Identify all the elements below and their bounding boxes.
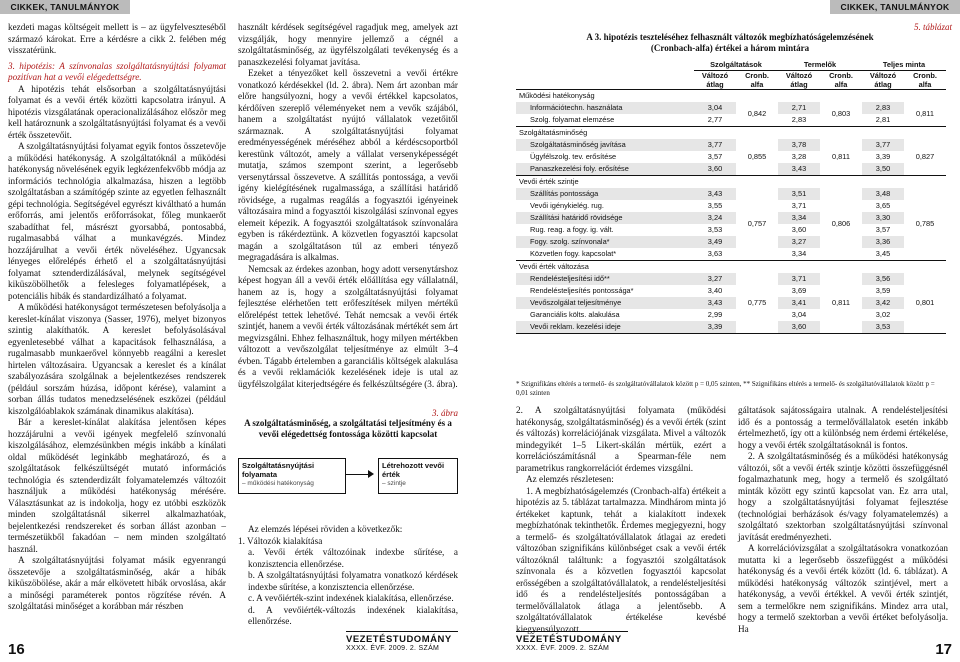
table-row <box>516 224 946 236</box>
table-group-row <box>516 261 946 274</box>
figure-label: 3. ábra <box>431 408 458 418</box>
value-box-title: Létrehozott vevői érték <box>382 461 445 479</box>
process-box-title: Szolgáltatásnyújtási folyamata <box>242 461 315 479</box>
col-header: Cronb. alfa <box>829 71 853 89</box>
mean-cell: 2,83 <box>791 115 807 124</box>
mean-cell: 3,48 <box>862 188 904 200</box>
table-rule <box>516 334 946 336</box>
right-column-1 <box>516 405 726 634</box>
paragraph: A szolgáltatásnyújtási folyamat másik egyenrangú összetevője a szolgáltatásminőség, akár a hibák kiküszöbölése, akár a már elkövetett hibák orvoslása, akár a minőségi paraméterek pontos rögzítése révén. A szolgáltatási minőséget a korábban már részben <box>8 555 226 611</box>
mean-cell: 3,71 <box>778 273 820 285</box>
mean-cell: 3,59 <box>875 286 891 295</box>
mean-cell: 3,43 <box>694 188 736 200</box>
hypothesis-3: 3. hipotézis: A színvonalas szolgáltatásnyújtási folyamat pozitívan hat a vevői elégedettségre. <box>8 60 226 82</box>
row-label: Szolg. folyamat elemzése <box>530 115 615 124</box>
mean-cell: 2,71 <box>778 102 820 114</box>
value-box <box>378 458 458 494</box>
col-header: Változó átlag <box>785 71 813 89</box>
col-group-header: Teljes minta <box>862 58 946 71</box>
paragraph: gáltatások sajátosságaira utalnak. A rendelésteljesítési idő és a pontosság a termelővállalatok esetén inkább értelmezhető, így ott a különbség nem érdemi értékelése, hogy a vevői érték szolgáltatásoknál is fontos. <box>738 405 948 450</box>
alpha-cell: 0,827 <box>904 139 946 176</box>
alpha-cell: 0,842 <box>736 102 778 127</box>
paragraph: 2. A szolgáltatásminőség és a működési hatékonyság változói, sőt a vevői érték szintje közötti összefüggésnél fogalmazhatunk meg, hogy a termelő és szolgáltató minták között egy szintű kapcsolat van. Ez arra utal, hogy a szolgáltatásnyújtási folyamat fejlesztése (technológiai berházások és/vagy folyamatelemzés) a szolgáltató szektorban szolgáltatásnyújtási színvonal javítását eredményezheti. <box>738 451 948 542</box>
mean-cell: 3,56 <box>862 273 904 285</box>
col-group-header: Termelők <box>778 58 862 71</box>
process-box-sub: – működési hatékonyság <box>242 480 314 487</box>
arrow-head-icon <box>368 470 374 478</box>
table-row <box>516 139 946 151</box>
section-header: CIKKEK, TANULMÁNYOK <box>830 0 960 14</box>
alpha-cell: 0,803 <box>820 102 862 127</box>
mean-cell: 3,57 <box>875 225 891 234</box>
figure-title: A szolgáltatásminőség, a szolgáltatási teljesítmény és a vevői elégedettség fontossága közötti kapcsolat <box>244 418 452 439</box>
row-label: Vevői igénykielég. rug. <box>530 201 604 210</box>
mean-cell: 3,77 <box>694 139 736 151</box>
journal-footer <box>346 631 458 652</box>
mean-cell: 3,04 <box>791 310 807 319</box>
col-header: Változó átlag <box>701 71 729 89</box>
table-row <box>516 188 946 200</box>
paragraph: Az elemzés részletesen: <box>526 474 614 484</box>
mean-cell: 3,40 <box>707 286 723 295</box>
group-label: Vevői érték változása <box>516 261 946 274</box>
row-label: Garanciális költs. alakulása <box>530 310 620 319</box>
mean-cell: 3,53 <box>862 321 904 334</box>
row-label: Fogy. szolg. színvonala* <box>516 236 694 248</box>
mean-cell: 3,27 <box>694 273 736 285</box>
table-row <box>516 151 946 163</box>
row-label: Panaszkezelési foly. erősítése <box>516 163 694 176</box>
alpha-cell: 0,806 <box>820 188 862 261</box>
paragraph: A hipotézis tehát elsősorban a szolgáltatásnyújtási folyamat és a vevői érték közötti kapcsolatra irányul. A hipotézis vizsgálatának operacionalizálásához először meg kell határoznunk a szolgáltatásnyújtási folyamat és a vevői érték összetevőit. <box>8 83 226 140</box>
mean-cell: 3,57 <box>707 152 723 161</box>
table-group-row <box>516 90 946 103</box>
table-row <box>516 163 946 176</box>
paragraph: A működési hatékonyságot természetesen befolyásolja a kereslet-kínálat viszonya (Sasser, 1976), melyet bizonyos szintig alakíthatók. A kereslet befolyásolásával egyenletesebbé válhat a kapacitások felhasználása, a rugalmasabb munkaerővel könnyebb reagálni a kereslet hirtelen változásaira. Ugyancsak a kereslet és a kínálat szabályozására szolgálnak a bejelentkezéses rendszerek (például sorszám húzása, időpont kérése), valamint a sorban állás tudatos menedzselésének eszközei (például kiszolgálóablakok számának dinamikus alakítása). <box>8 302 226 416</box>
alpha-cell: 0,811 <box>820 273 862 334</box>
mean-cell: 3,34 <box>778 212 820 224</box>
mean-cell: 3,53 <box>707 225 723 234</box>
page-number: 17 <box>935 641 952 658</box>
mean-cell: 3,43 <box>694 297 736 309</box>
journal-title: VEZETÉSTUDOMÁNY <box>516 631 628 645</box>
paragraph: A szolgáltatásnyújtási folyamat egyik fontos összetevője a működési hatékonyság. A szolgáltatóknál a működési hatékonyság növelésének egyik legkézenfekvőbb módja az információs technológia alkalmazása, hiszen a legtöbb szolgáltatásban a számítógép szinte az egyetlen felhasznált gépi technológia. Segítségével egyrészt kiváltható a humán erőforrás, ami jelentős erőforrásokat, főleg munkaerőt szabadíthat fel, másrészt gyorsabbá, pontosabbá, rugalmasabbá válhat a munkavégzés. Mindez hozzájárulhat a vevői érték növeléséhez. Ugyancsak lényeges előrelépés érhető el a szolgáltatásnyújtási folyamat sztenderdizálásával, melynek segítségével kiküszöbölhetők a felesleges folyamatlépések, a potenciális hibák és standardizálható a folyamat. <box>8 141 226 301</box>
table-row <box>516 273 946 285</box>
col-header: Változó átlag <box>869 71 897 89</box>
paragraph: Nemcsak az érdekes azonban, hogy adott versenytárshoz képest hogyan áll a vevői érték előállítása egy vállalatnál, hanem az is, hogy a szolgáltatásnyújtási folyamat fejlesztése elérhetően tett erőfeszítések milyen mértékű előrelépést tettek lehetővé. Tehát nemcsak a vevői érték szintjét, hanem a vevői érték változásának mértékét sem árt megvizsgálni. Ehhez felhasználtuk, hogy milyen mértékben változott a vevőszolgálat teljesítménye az elmúlt 3–4 évben. Tágabb értelemben a garanciális költségek alakulása és a vevői reklamációk kezelésének ideje is utal az ügyfélszolgálat kiterjedtségére és felkészültségére (3. ábra). <box>238 263 458 389</box>
table-corner <box>516 58 694 71</box>
row-label: Vevőszolgálat teljesítménye <box>516 297 694 309</box>
mean-cell: 3,60 <box>778 321 820 334</box>
paragraph: Bár a kereslet-kínálat alakítása jelentősen képes hozzájárulni a vevői igények megfelelő színvonalú kiszolgálásához, elemzésünkben mégis inkább a kínálati oldal működését leginkább meghatározó, és a szolgáltatások felkészültségét mutató információs technológia és sztenderdizált folyamatelemzés változóit használjuk a működési hatékonyság mérésére. Választásunkat az is indokolja, hogy ez utóbbi eszközök minden szolgáltatásnál sikerrel alkalmazhatóak, bejelentkezési rendszereket és sorban állást azonban – természetükből fakadóan – nem minden szolgáltató használ. <box>8 417 226 554</box>
mean-cell: 2,99 <box>707 310 723 319</box>
left-column-2 <box>238 22 458 402</box>
alpha-cell: 0,785 <box>904 188 946 261</box>
row-label: Ügyfélszolg. tev. erősítése <box>530 152 617 161</box>
table-row <box>516 114 946 127</box>
alpha-cell: 0,801 <box>904 273 946 334</box>
paragraph: Ezeket a tényezőket kell összevetni a vevői értékre vonatkozó kérdésekkel (ld. 2. ábra). Nem árt azonban már előre hangsúlyozni, hogy a vevői értékkel kapcsolatos, kérdőíven szereplő véleményeket nem a vevők szájából, hanem a szolgáltatást nyújtó vállalatok vezetőitől származnak. A szolgáltatásnyújtási folyamat eredményességének méréséhez abból a kérdéscsoportból kerestünk változót, amely a vállalat versenyképességét mutatja, számos szempont szerint, a legerősebb versenytárssal összevetve. A szállítás pontossága, a vevői igény kielégítésének rugalmassága, a szállítási határidő rövidsége, a rugalmas reagálás a fogyasztói igényeinek változásaira mind a fogyasztói kiszolgálási színvonal egyes elemeit képezik. A fogyasztói szolgáltatások színvonalára egyben is rákérdeztünk. A közvetlen fogyasztói kapcsolat magán a szolgáltatáson túl az emberi tényező megragadására is alkalmas. <box>238 68 458 262</box>
paragraph: használt kérdések segítségével ragadjuk meg, amelyek azt vizsgálják, hogy mennyire jellemző a cégnél a szolgáltatásminőség, az ügyfélszolgálati tevékenység és a panaszkezelési folyamat javítása. <box>238 22 458 67</box>
mean-cell: 3,42 <box>862 297 904 309</box>
alpha-cell: 0,811 <box>820 139 862 176</box>
table-row <box>516 285 946 297</box>
paragraph: 1. A megbízhatóságelemzés (Cronbach-alfa) értékeit a hipotézis az 5. táblázat tartalmazza. Mindhárom minta jó értékeket kaptunk, tehát a kialakított indexek megbízhatónak tekinthetők. Érdemes megjegyezni, hogy a termelő- és szolgáltatóvállalatok átlagai az eredeti változóban szignifikáns különbséget csak a vevői érték változóknál találtunk: a fogyasztói szolgáltatások színvonala és a közvetlen fogyasztói kapcsolat erősségében a szolgáltatóvállalatok, a rendelésteljesítési idő és a rendelésteljesítés pontosságában a termelővállalatok átlaga a jelentősebb. A szolgáltatóvállalatok értékelése kevésbé kiegyensúlyozott. <box>516 485 726 634</box>
mean-cell: 3,60 <box>694 163 736 176</box>
section-header: CIKKEK, TANULMÁNYOK <box>0 0 130 14</box>
mean-cell: 3,71 <box>791 201 807 210</box>
list-item: a. Vevői érték változóinak indexbe sűrítése, a konzisztencia ellenőrzése. <box>248 547 458 569</box>
table-note: * Szignifikáns eltérés a termelő- és szolgáltatóvállalatok között p = 0,05 szinten, ** Szignifikáns eltérés a termelő- és szolgáltatóvállalatok között p = 0,01 szinten <box>516 380 935 397</box>
mean-cell: 3,55 <box>707 201 723 210</box>
journal-issue: XXXX. ÉVF. 2009. 2. SZÁM <box>516 645 610 652</box>
list-item: 1. Változók kialakítása <box>238 535 323 546</box>
col-group-header: Szolgáltatások <box>694 58 778 71</box>
row-label: Rendelésteljesítési idő** <box>516 273 694 285</box>
table-row <box>516 309 946 321</box>
mean-cell: 3,24 <box>694 212 736 224</box>
row-label: Szállítás pontossága <box>516 188 694 200</box>
row-label: Vevői reklam. kezelési ideje <box>516 321 694 334</box>
table-row <box>516 236 946 248</box>
table-group-row <box>516 127 946 140</box>
paragraph: A korrelációvizsgálat a szolgáltatásokra vonatkozóan mutatta ki a legerősebb összefüggést a működési hatékonyság és a vevői érték között (ld. 6. táblázat). A működési hatékonyság változók szintjével, mert a hatékonyság, a vevői értékkel. A vevői érték szintjét, sem a termelőkre nem szignifikáns. Mindez arra utal, hogy a termelő szektorban a vevői értéket befolyásolja. Ha <box>738 543 948 634</box>
page-number: 16 <box>8 641 25 658</box>
value-box-sub: – szintje <box>382 480 406 487</box>
col-header: Cronb. alfa <box>745 71 769 89</box>
figure-3 <box>238 408 458 516</box>
mean-cell: 3,51 <box>778 188 820 200</box>
mean-cell: 3,02 <box>875 310 891 319</box>
mean-cell: 3,41 <box>778 297 820 309</box>
mean-cell: 3,69 <box>791 286 807 295</box>
list-item: d. A vevőiérték-változás indexének kialakítása, ellenőrzése. <box>248 604 458 626</box>
arrow-icon <box>346 474 370 475</box>
table-label: 5. táblázat <box>913 22 952 32</box>
row-label: Rendelésteljesítés pontossága* <box>530 286 634 295</box>
row-label: Rug. reag. a fogy. ig. vált. <box>530 225 614 234</box>
row-label: Szolgáltatásminőség javítása <box>516 139 694 151</box>
mean-cell: 3,28 <box>791 152 807 161</box>
left-column-2-bottom <box>238 524 458 624</box>
row-label: Szállítási határidő rövidsége <box>516 212 694 224</box>
table-corner <box>516 71 694 90</box>
mean-cell: 3,63 <box>707 249 723 258</box>
paragraph: 2. A szolgáltatásnyújtási folyamata (működési hatékonyság, szolgáltatásminőség) és a vevői érték (szint és változás) korrelációjának vizsgálata. Mivel a változók mindegyikét 1–5 Likert-skálán mértük, ezért a korrelációszámításnál a Spearman-féle nem parametrikus rangkorrelációt érdemes vizsgálni. <box>516 405 726 473</box>
col-header: Cronb. alfa <box>913 71 937 89</box>
mean-cell: 2,83 <box>862 102 904 114</box>
table-row <box>516 212 946 224</box>
table-end-rule <box>516 334 946 336</box>
group-label: Működési hatékonyság <box>516 90 946 103</box>
group-label: Szolgáltatásminőség <box>516 127 946 140</box>
row-label: Közvetlen fogy. kapcsolat* <box>530 249 617 258</box>
right-page <box>480 0 960 662</box>
alpha-cell: 0,855 <box>736 139 778 176</box>
right-column-2 <box>738 405 948 634</box>
mean-cell: 3,27 <box>778 236 820 248</box>
mean-cell: 3,49 <box>694 236 736 248</box>
mean-cell: 3,77 <box>862 139 904 151</box>
mean-cell: 3,78 <box>778 139 820 151</box>
table-row <box>516 102 946 114</box>
mean-cell: 3,34 <box>791 249 807 258</box>
mean-cell: 3,60 <box>791 225 807 234</box>
journal-title: VEZETÉSTUDOMÁNY <box>346 631 458 645</box>
list-item: c. A vevőiérték-szint indexének kialakítása, ellenőrzése. <box>248 593 454 603</box>
alpha-cell: 0,757 <box>736 188 778 261</box>
table-row <box>516 321 946 334</box>
mean-cell: 3,45 <box>875 249 891 258</box>
mean-cell: 2,77 <box>707 115 723 124</box>
row-label: Információtechn. használata <box>516 102 694 114</box>
mean-cell: 3,30 <box>862 212 904 224</box>
table-row <box>516 200 946 212</box>
table-title: A 3. hipotézis teszteléséhez felhasznált változók megbízhatóságelemzésének (Cronbach-alfa) értékei a három mintára <box>586 32 874 53</box>
mean-cell: 3,36 <box>862 236 904 248</box>
list-item: b. A szolgáltatásnyújtási folyamatra vonatkozó kérdések indexbe sűrítése, a konzisztencia ellenőrzése. <box>248 570 458 592</box>
group-label: Vevői érték szintje <box>516 176 946 189</box>
reliability-table <box>516 58 946 335</box>
alpha-cell: 0,811 <box>904 102 946 127</box>
journal-issue: XXXX. ÉVF. 2009. 2. SZÁM <box>346 645 440 652</box>
paragraph: Az elemzés lépései röviden a következők: <box>248 524 403 534</box>
table-row <box>516 248 946 261</box>
mean-cell: 3,65 <box>875 201 891 210</box>
table-group-row <box>516 176 946 189</box>
table-body <box>516 90 946 336</box>
paragraph: kezdeti magas költségeit mellett is – az ügyfelveszteséből származó károkat. Erre a kérdésre a cikk 2. felében még visszatérünk. <box>8 22 226 55</box>
mean-cell: 3,04 <box>694 102 736 114</box>
mean-cell: 3,39 <box>694 321 736 334</box>
table-row <box>516 297 946 309</box>
mean-cell: 3,50 <box>862 163 904 176</box>
process-box <box>238 458 346 494</box>
mean-cell: 3,39 <box>875 152 891 161</box>
mean-cell: 3,43 <box>778 163 820 176</box>
journal-footer <box>516 631 628 652</box>
left-column-1 <box>8 22 226 612</box>
mean-cell: 2,81 <box>875 115 891 124</box>
alpha-cell: 0,775 <box>736 273 778 334</box>
